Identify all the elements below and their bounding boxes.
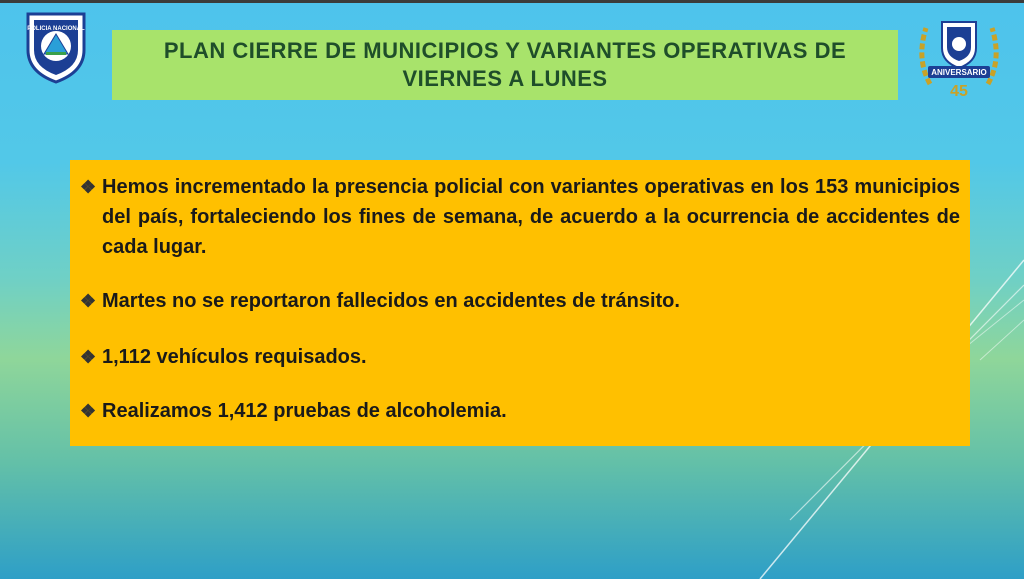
svg-text:45: 45 [950, 83, 968, 100]
vehicles-count: 1,112 [102, 346, 151, 368]
diamond-bullet-icon: ❖ [80, 347, 97, 367]
vehicles-label: vehículos requisados. [150, 346, 367, 368]
diamond-bullet-icon: ❖ [80, 291, 97, 311]
diamond-bullet-icon: ❖ [80, 177, 97, 197]
list-item [80, 396, 960, 426]
aniversario-45-emblem-icon [912, 14, 1006, 102]
list-item-text: Hemos incrementado la presencia policial con variantes operativas en los 153 municipios del país, fortaleciendo los fines de semana, de acuerdo a la ocurrencia de accidentes de cada lugar. [102, 176, 960, 258]
list-item-text [102, 342, 960, 372]
tests-count: 1,412 [217, 400, 268, 422]
list-item [80, 172, 960, 262]
title-banner [112, 30, 898, 100]
page-title: PLAN CIERRE DE MUNICIPIOS Y VARIANTES OPERATIVAS DE VIERNES A LUNES [163, 38, 847, 91]
list-item [80, 286, 960, 316]
list-item-text [102, 396, 960, 426]
tests-label: pruebas de alcoholemia. [267, 400, 507, 422]
list-item [80, 342, 960, 372]
tests-prefix: Realizamos [102, 400, 218, 422]
svg-text:ANIVERSARIO: ANIVERSARIO [931, 68, 987, 77]
svg-text:POLICIA NACIONAL: POLICIA NACIONAL [27, 26, 85, 32]
policia-nacional-badge-icon [24, 10, 88, 84]
diamond-bullet-icon: ❖ [80, 401, 97, 421]
content-box [70, 160, 970, 446]
list-item-text: Martes no se reportaron fallecidos en accidentes de tránsito. [102, 290, 680, 312]
